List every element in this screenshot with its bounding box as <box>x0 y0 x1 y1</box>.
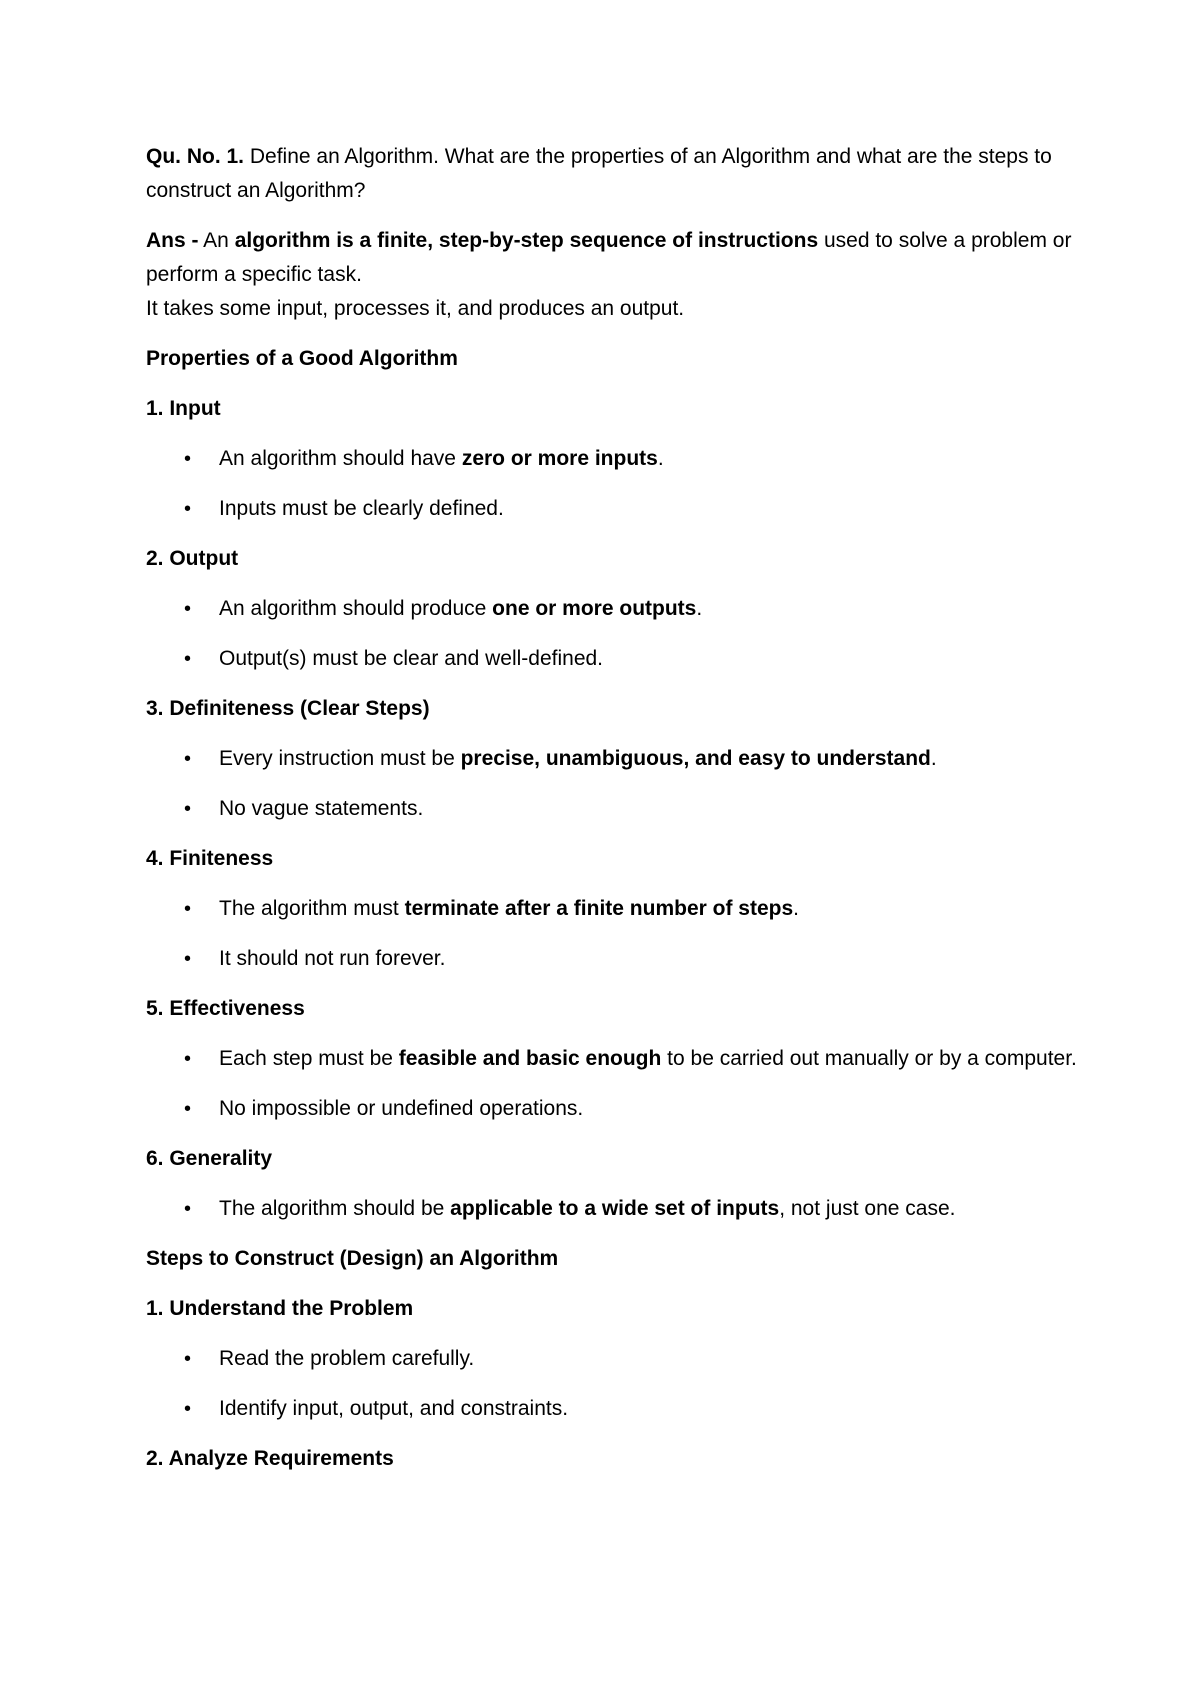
step-understand-title: 1. Understand the Problem <box>146 1297 414 1320</box>
list-item: • It should not run forever. <box>146 942 1086 976</box>
answer-definition-bold: algorithm is a finite, step-by-step sequence of instructions <box>234 229 819 252</box>
property-definiteness-title: 3. Definiteness (Clear Steps) <box>146 697 430 720</box>
list-item <box>146 892 1086 926</box>
list-item <box>146 742 1086 776</box>
property-input-list <box>146 442 1086 526</box>
list-item-text: , not just one case. <box>779 1197 956 1220</box>
list-item-text: The algorithm should be <box>219 1197 451 1220</box>
answer-text-1: An <box>198 229 235 252</box>
list-item: • Inputs must be clearly defined. <box>146 492 1086 526</box>
list-item: • No vague statements. <box>146 792 1086 826</box>
property-finiteness-title: 4. Finiteness <box>146 847 274 870</box>
list-item-text: The algorithm must <box>219 897 405 920</box>
step-understand-list <box>146 1342 1086 1426</box>
list-item-text: . <box>930 747 937 770</box>
list-item: • Identify input, output, and constraints. <box>146 1392 1086 1426</box>
question-label: Qu. No. 1. <box>146 145 245 168</box>
properties-heading: Properties of a Good Algorithm <box>146 347 458 370</box>
property-effectiveness-title: 5. Effectiveness <box>146 997 305 1020</box>
list-item-text: Each step must be <box>219 1047 399 1070</box>
list-item-text: . <box>657 447 664 470</box>
answer-text-2: used to solve a problem or perform a specific task. <box>146 229 1072 286</box>
list-item <box>146 592 1086 626</box>
property-output-title: 2. Output <box>146 547 239 570</box>
list-item-text: An algorithm should have <box>219 447 462 470</box>
document-page <box>146 140 1086 1492</box>
question-paragraph <box>146 140 1086 208</box>
property-effectiveness-list <box>146 1042 1086 1126</box>
list-item-text: to be carried out manually or by a computer. <box>661 1047 1077 1070</box>
list-item <box>146 1192 1086 1226</box>
list-item <box>146 1042 1086 1076</box>
list-item-text: An algorithm should produce <box>219 597 493 620</box>
list-item-bold: feasible and basic enough <box>398 1047 662 1070</box>
list-item-bold: one or more outputs <box>492 597 697 620</box>
list-item-bold: applicable to a wide set of inputs <box>450 1197 780 1220</box>
answer-line-2: It takes some input, processes it, and produces an output. <box>146 297 685 320</box>
list-item-bold: precise, unambiguous, and easy to understand <box>460 747 931 770</box>
list-item-bold: terminate after a finite number of steps <box>404 897 794 920</box>
list-item-text: . <box>696 597 703 620</box>
property-definiteness-list <box>146 742 1086 826</box>
list-item-bold: zero or more inputs <box>461 447 658 470</box>
list-item-text: . <box>793 897 800 920</box>
list-item <box>146 442 1086 476</box>
step-analyze-title: 2. Analyze Requirements <box>146 1447 394 1470</box>
property-finiteness-list <box>146 892 1086 976</box>
list-item: • Output(s) must be clear and well-defined. <box>146 642 1086 676</box>
answer-label: Ans - <box>146 229 199 252</box>
property-output-list <box>146 592 1086 676</box>
list-item-text: Every instruction must be <box>219 747 461 770</box>
answer-paragraph <box>146 224 1086 292</box>
property-generality-title: 6. Generality <box>146 1147 273 1170</box>
property-input-title: 1. Input <box>146 397 221 420</box>
property-generality-list <box>146 1192 1086 1226</box>
list-item: • No impossible or undefined operations. <box>146 1092 1086 1126</box>
list-item: • Read the problem carefully. <box>146 1342 1086 1376</box>
steps-heading: Steps to Construct (Design) an Algorithm <box>146 1247 559 1270</box>
question-text: Define an Algorithm. What are the properties of an Algorithm and what are the steps to construct an Algorithm? <box>146 145 1052 202</box>
